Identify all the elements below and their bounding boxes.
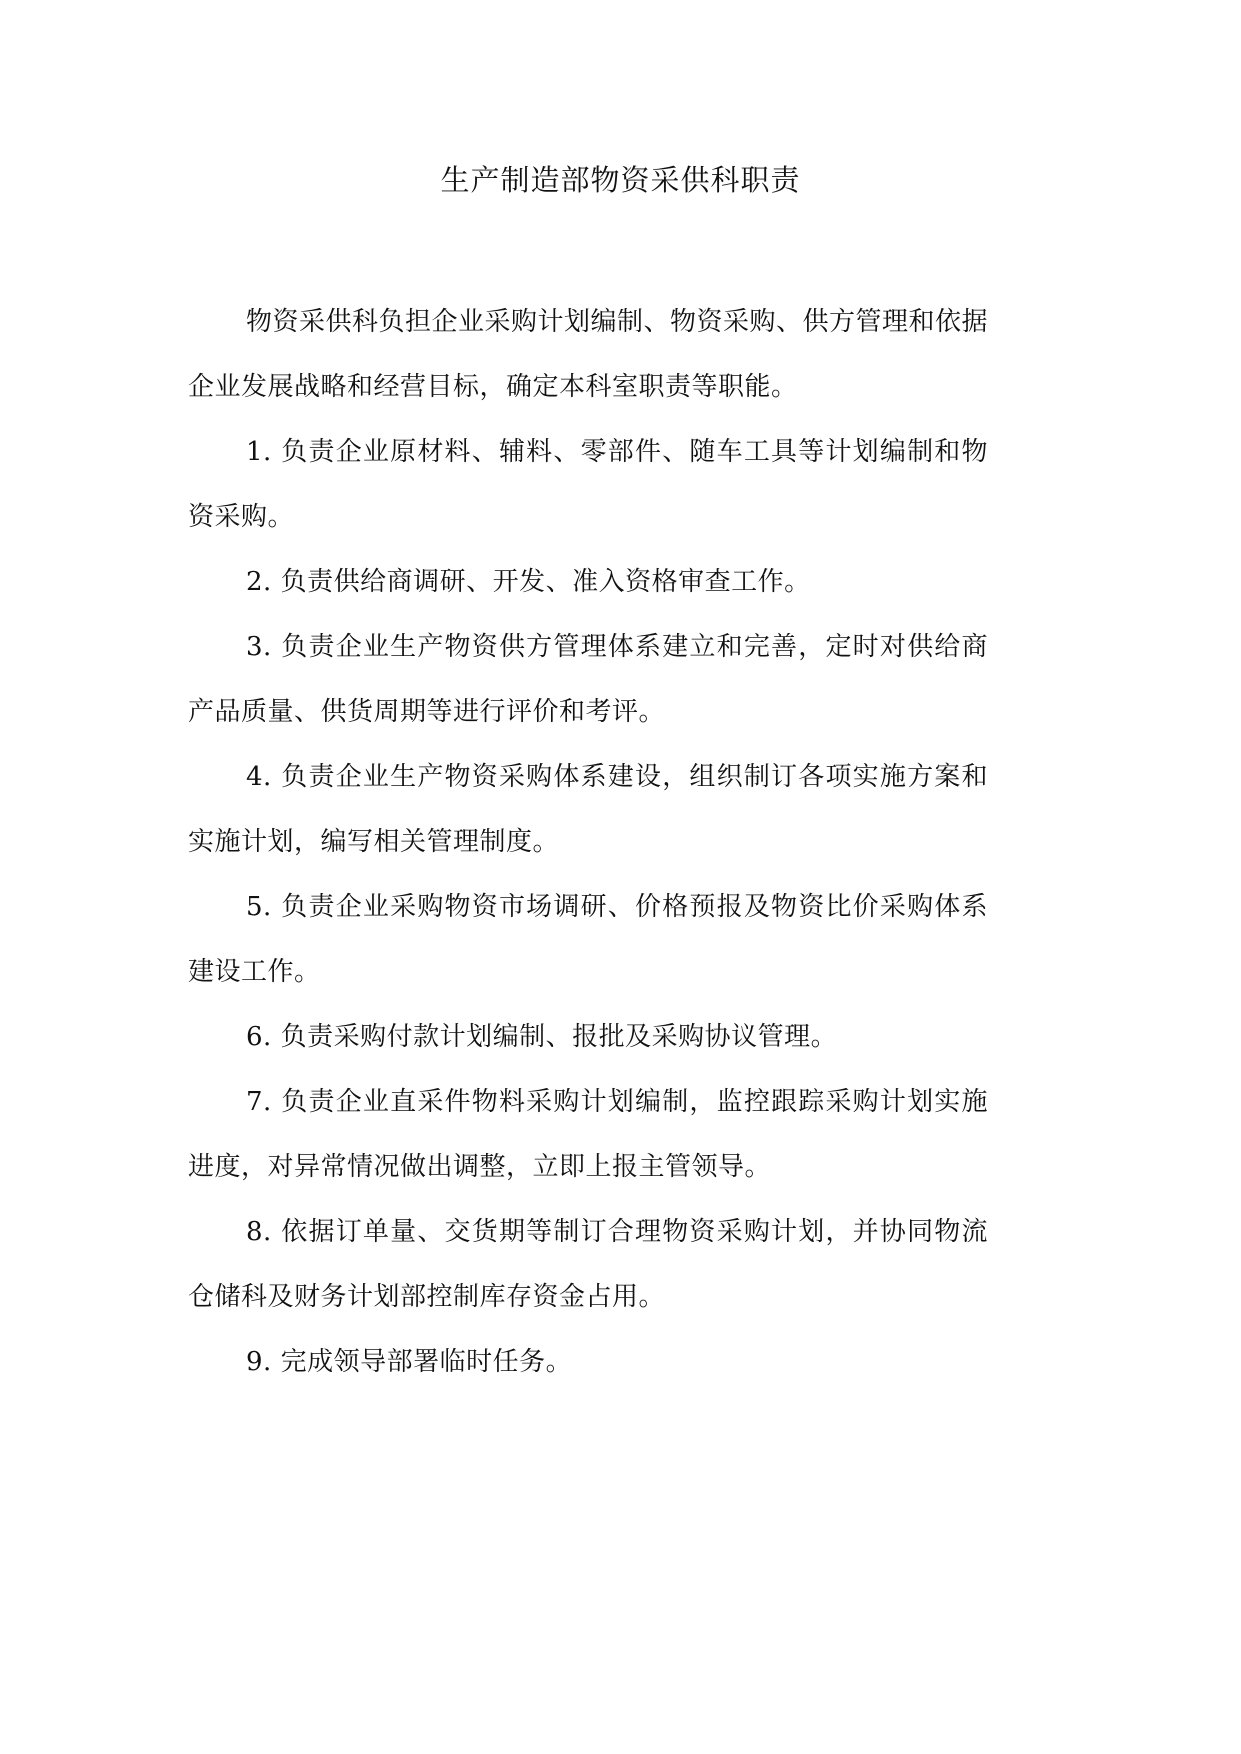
intro-paragraph: 物资采供科负担企业采购计划编制、物资采购、供方管理和依据企业发展战略和经营目标，确定本科室职责等职能。 bbox=[188, 307, 989, 402]
duty-item-5: 5. 负责企业采购物资市场调研、价格预报及物资比价采购体系建设工作。 bbox=[188, 892, 988, 987]
duty-item-4: 4. 负责企业生产物资采购体系建设，组织制订各项实施方案和实施计划，编写相关管理制度。 bbox=[188, 762, 988, 857]
duty-item-8: 8. 依据订单量、交货期等制订合理物资采购计划，并协同物流仓储科及财务计划部控制库存资金占用。 bbox=[188, 1217, 988, 1312]
duty-item-1: 1. 负责企业原材料、辅料、零部件、随车工具等计划编制和物资采购。 bbox=[188, 437, 988, 532]
duty-item-6: 6. 负责采购付款计划编制、报批及采购协议管理。 bbox=[246, 1022, 838, 1052]
duty-item-7: 7. 负责企业直采件物料采购计划编制，监控跟踪采购计划实施进度，对异常情况做出调整，立即上报主管领导。 bbox=[188, 1087, 988, 1182]
duty-item-3: 3. 负责企业生产物资供方管理体系建立和完善，定时对供给商产品质量、供货周期等进行评价和考评。 bbox=[188, 632, 988, 727]
duty-item-2: 2. 负责供给商调研、开发、准入资格审查工作。 bbox=[246, 567, 811, 597]
duty-item-9: 9. 完成领导部署临时任务。 bbox=[246, 1347, 573, 1377]
page-title: 生产制造部物资采供科职责 bbox=[440, 163, 801, 197]
document-body bbox=[188, 290, 988, 1395]
